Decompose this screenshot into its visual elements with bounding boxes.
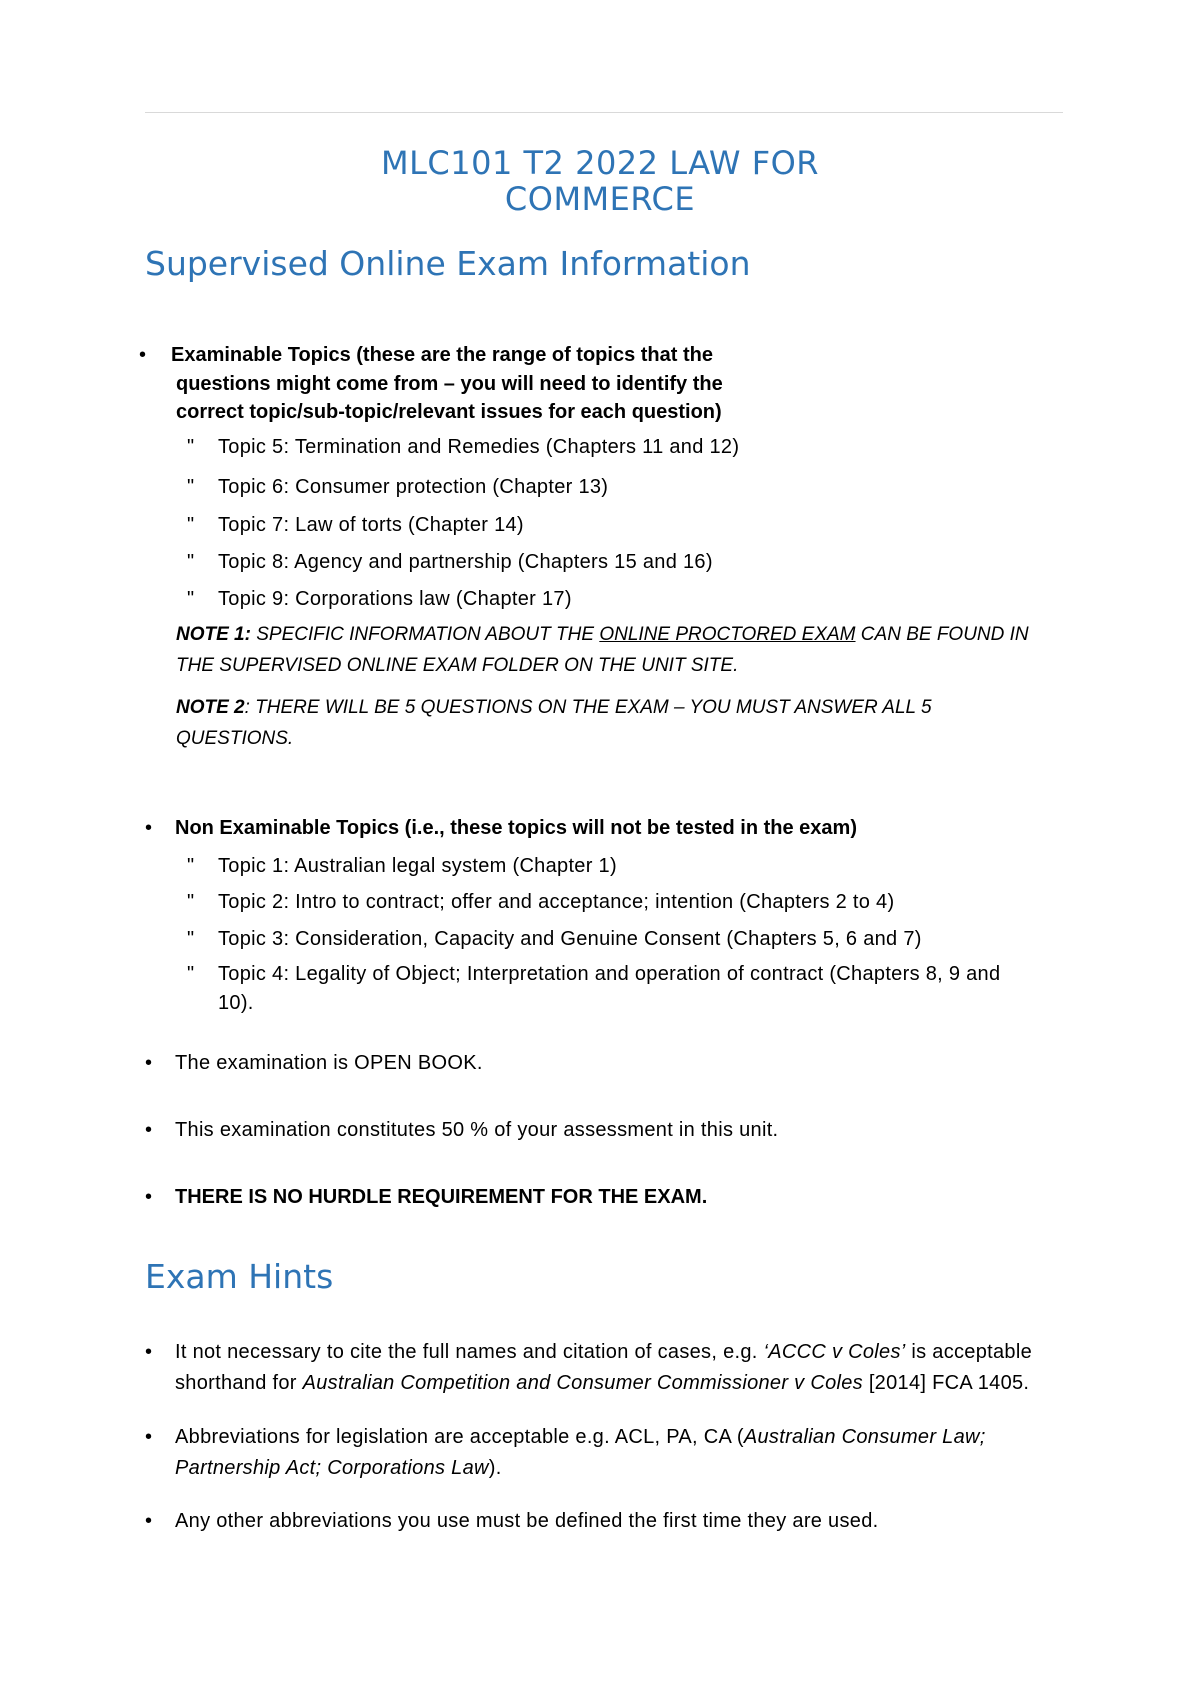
bullet-icon: • (145, 1426, 153, 1448)
note-1-line-2: THE SUPERVISED ONLINE EXAM FOLDER ON THE UNIT SITE. (176, 655, 739, 676)
document-title-line-2: COMMERCE (504, 180, 696, 218)
note-2-line-2: QUESTIONS. (176, 728, 294, 749)
sub-bullet-icon: " (187, 588, 195, 610)
examinable-topic-item: Topic 7: Law of torts (Chapter 14) (218, 514, 524, 536)
note-2-text: : THERE WILL BE 5 QUESTIONS ON THE EXAM – YOU MUST ANSWER ALL 5 (244, 697, 932, 718)
sub-bullet-icon: " (187, 963, 195, 985)
hint-2-legislation-names: Partnership Act; Corporations Law (175, 1457, 489, 1479)
non-examinable-topic-item: Topic 4: Legality of Object; Interpretation and operation of contract (Chapters 8, 9 and (218, 963, 1001, 985)
note-1-text: SPECIFIC INFORMATION ABOUT THE (250, 624, 600, 645)
bullet-icon: • (145, 1052, 153, 1074)
sub-bullet-icon: " (187, 855, 195, 877)
non-examinable-topic-item: Topic 2: Intro to contract; offer and acceptance; intention (Chapters 2 to 4) (218, 891, 895, 913)
hint-2-text: Abbreviations for legislation are acceptable e.g. ACL, PA, CA ( (175, 1426, 744, 1448)
hint-1-line-2-text: shorthand for (175, 1372, 303, 1394)
examinable-topic-item: Topic 6: Consumer protection (Chapter 13) (218, 476, 609, 498)
header-rule (145, 112, 1063, 113)
hint-2-line-1 (175, 1423, 986, 1451)
hint-1-text: It not necessary to cite the full names and citation of cases, e.g. (175, 1341, 764, 1363)
open-book-statement: The examination is OPEN BOOK. (175, 1052, 483, 1074)
note-2-line-1 (176, 694, 932, 722)
sub-bullet-icon: " (187, 928, 195, 950)
hint-2-legislation-name: Australian Consumer Law; (743, 1426, 986, 1448)
document-title-line-1: MLC101 T2 2022 LAW FOR (380, 144, 820, 182)
non-examinable-topics-heading: Non Examinable Topics (i.e., these topics will not be tested in the exam) (175, 817, 857, 839)
non-examinable-topic-item: Topic 1: Australian legal system (Chapter 1) (218, 855, 617, 877)
examinable-topic-item: Topic 5: Termination and Remedies (Chapters 11 and 12) (218, 436, 740, 458)
sub-bullet-icon: " (187, 891, 195, 913)
hint-3-text: Any other abbreviations you use must be defined the first time they are used. (175, 1510, 879, 1532)
note-1-line-1 (176, 621, 1029, 649)
hint-1-case-short-name: ‘ACCC v Coles’ (763, 1341, 906, 1363)
hint-2-text-end: ). (488, 1457, 502, 1479)
note-1-label: NOTE 1: (176, 624, 251, 645)
assessment-weight-statement: This examination constitutes 50 % of your assessment in this unit. (175, 1119, 779, 1141)
examinable-topics-intro-line-1: Examinable Topics (these are the range of topics that the (171, 344, 713, 366)
online-proctored-exam-text: ONLINE PROCTORED EXAM (599, 624, 856, 645)
bullet-icon: • (145, 817, 153, 839)
sub-bullet-icon: " (187, 436, 195, 458)
examinable-topics-intro-line-3: correct topic/sub-topic/relevant issues for each question) (176, 401, 722, 423)
non-examinable-topic-item-continuation: 10). (218, 992, 254, 1014)
bullet-icon: • (145, 1186, 153, 1208)
bullet-icon: • (139, 344, 147, 366)
sub-bullet-icon: " (187, 476, 195, 498)
hint-1-case-full-name: Australian Competition and Consumer Commissioner v Coles (302, 1372, 863, 1394)
hint-1-citation: [2014] FCA 1405. (862, 1372, 1030, 1394)
examinable-topic-item: Topic 9: Corporations law (Chapter 17) (218, 588, 572, 610)
hint-1-line-2 (175, 1369, 1029, 1397)
examinable-topics-intro-line-2: questions might come from – you will need to identify the (176, 373, 723, 395)
section-heading-supervised-exam: Supervised Online Exam Information (145, 244, 751, 283)
hint-1-text-end: is acceptable (905, 1341, 1033, 1363)
examinable-topic-item: Topic 8: Agency and partnership (Chapters 15 and 16) (218, 551, 713, 573)
non-examinable-topic-item: Topic 3: Consideration, Capacity and Genuine Consent (Chapters 5, 6 and 7) (218, 928, 922, 950)
section-heading-exam-hints: Exam Hints (145, 1257, 334, 1296)
bullet-icon: • (145, 1510, 153, 1532)
hint-1-line-1 (175, 1338, 1032, 1366)
hurdle-requirement-statement: THERE IS NO HURDLE REQUIREMENT FOR THE EXAM. (175, 1186, 708, 1208)
hint-2-line-2 (175, 1454, 502, 1482)
note-1-text-end: CAN BE FOUND IN (855, 624, 1029, 645)
bullet-icon: • (145, 1341, 153, 1363)
note-2-label: NOTE 2 (176, 697, 245, 718)
sub-bullet-icon: " (187, 551, 195, 573)
sub-bullet-icon: " (187, 514, 195, 536)
bullet-icon: • (145, 1119, 153, 1141)
